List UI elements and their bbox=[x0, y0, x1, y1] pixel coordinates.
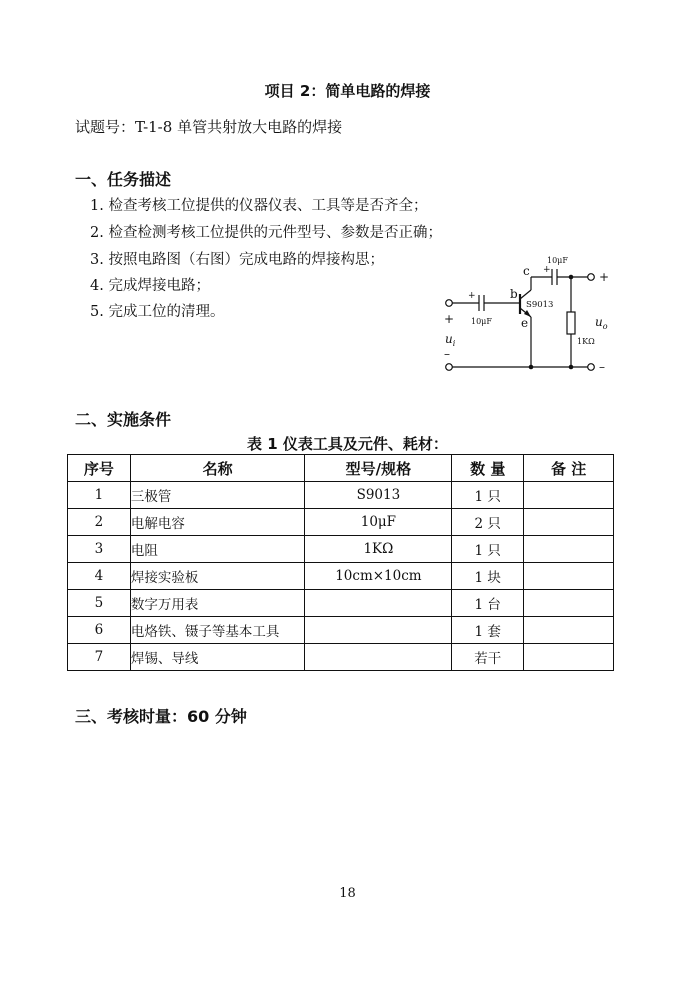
row-name: 焊锡、导线 bbox=[130, 644, 305, 671]
page-title: 项目 2：简单电路的焊接 bbox=[264, 82, 431, 100]
row-model: 1KΩ bbox=[305, 536, 452, 563]
row-index: 1 bbox=[68, 482, 131, 509]
input-voltage-label: $u_i$ bbox=[445, 332, 456, 348]
task-item-2: 2. 检查检测考核工位提供的元件型号、参数是否正确； bbox=[90, 225, 442, 241]
row-quantity: 1 只 bbox=[452, 536, 524, 563]
header-remarks: 备 注 bbox=[524, 455, 614, 482]
row-remarks bbox=[524, 482, 614, 509]
header-quantity: 数 量 bbox=[452, 455, 524, 482]
exam-subject: 试题号：T-1-8 单管共射放大电路的焊接 bbox=[75, 118, 343, 136]
page-number: 18 bbox=[339, 886, 356, 901]
row-model: 10μF bbox=[305, 509, 452, 536]
table-header-row bbox=[68, 455, 614, 482]
row-index: 4 bbox=[68, 563, 131, 590]
row-quantity: 1 只 bbox=[452, 482, 524, 509]
row-name: 电阻 bbox=[130, 536, 305, 563]
output-minus: – bbox=[599, 360, 605, 374]
row-model: 10cm×10cm bbox=[305, 563, 452, 590]
row-name: 电解电容 bbox=[130, 509, 305, 536]
section-conditions: 二、实施条件 bbox=[75, 410, 172, 429]
cap-out-label: 10μF bbox=[547, 256, 568, 265]
emitter-label: e bbox=[521, 316, 529, 330]
row-model bbox=[305, 617, 452, 644]
section-task-description: 一、任务描述 bbox=[75, 170, 172, 189]
row-name: 电烙铁、镊子等基本工具 bbox=[130, 617, 305, 644]
base-label: b bbox=[510, 287, 518, 301]
cap-out-plus: + bbox=[543, 265, 551, 275]
row-remarks bbox=[524, 563, 614, 590]
row-name: 数字万用表 bbox=[130, 590, 305, 617]
output-voltage-label: $u_o$ bbox=[595, 315, 608, 331]
circuit-diagram bbox=[438, 252, 618, 380]
collector-label: c bbox=[523, 264, 530, 278]
row-remarks bbox=[524, 590, 614, 617]
row-index: 6 bbox=[68, 617, 131, 644]
row-name: 三极管 bbox=[130, 482, 305, 509]
row-index: 5 bbox=[68, 590, 131, 617]
row-quantity: 2 只 bbox=[452, 509, 524, 536]
table-row bbox=[68, 482, 614, 509]
table-caption: 表 1 仪表工具及元件、耗材： bbox=[247, 435, 448, 453]
table-row bbox=[68, 509, 614, 536]
table-row bbox=[68, 536, 614, 563]
row-quantity: 若干 bbox=[452, 644, 524, 671]
parts-table bbox=[67, 454, 614, 671]
row-remarks bbox=[524, 644, 614, 671]
row-model: S9013 bbox=[305, 482, 452, 509]
task-item-5: 5. 完成工位的清理。 bbox=[90, 304, 225, 320]
row-remarks bbox=[524, 509, 614, 536]
input-plus: + bbox=[444, 312, 455, 326]
task-item-4: 4. 完成焊接电路； bbox=[90, 278, 210, 294]
table-row bbox=[68, 590, 614, 617]
row-name: 焊接实验板 bbox=[130, 563, 305, 590]
header-index: 序号 bbox=[68, 455, 131, 482]
row-model bbox=[305, 590, 452, 617]
output-plus: + bbox=[599, 270, 610, 284]
row-model bbox=[305, 644, 452, 671]
task-item-3: 3. 按照电路图（右图）完成电路的焊接构思； bbox=[90, 252, 384, 268]
cap-in-plus: + bbox=[468, 291, 476, 301]
row-index: 2 bbox=[68, 509, 131, 536]
row-remarks bbox=[524, 536, 614, 563]
task-item-1: 1. 检查考核工位提供的仪器仪表、工具等是否齐全； bbox=[90, 198, 428, 214]
table-row bbox=[68, 563, 614, 590]
row-index: 3 bbox=[68, 536, 131, 563]
row-remarks bbox=[524, 617, 614, 644]
table-row bbox=[68, 644, 614, 671]
row-quantity: 1 套 bbox=[452, 617, 524, 644]
cap-in-label: 10μF bbox=[471, 317, 492, 326]
header-model: 型号/规格 bbox=[305, 455, 452, 482]
row-quantity: 1 块 bbox=[452, 563, 524, 590]
section-time-limit: 三、考核时量：60 分钟 bbox=[75, 707, 247, 726]
table-row bbox=[68, 617, 614, 644]
row-quantity: 1 台 bbox=[452, 590, 524, 617]
row-index: 7 bbox=[68, 644, 131, 671]
header-name: 名称 bbox=[130, 455, 305, 482]
transistor-label: S9013 bbox=[526, 300, 554, 310]
resistor-label: 1KΩ bbox=[577, 337, 595, 346]
input-minus: – bbox=[444, 347, 450, 361]
